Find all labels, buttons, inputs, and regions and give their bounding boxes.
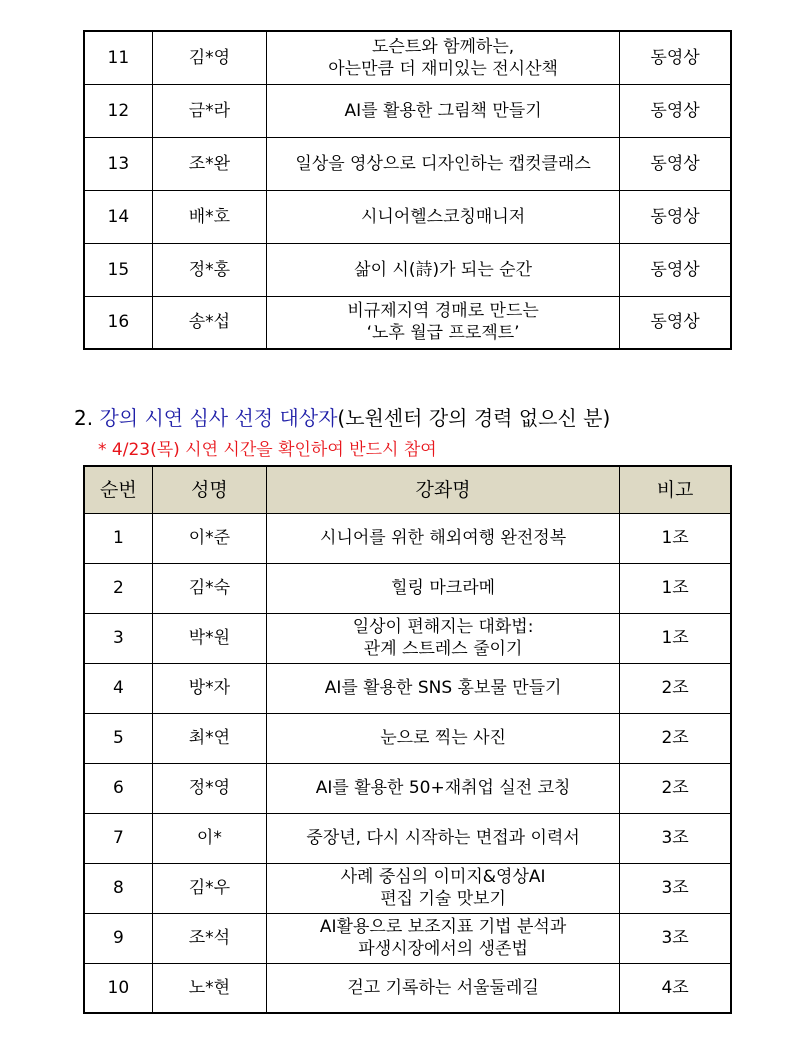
course-title: 일상을 영상으로 디자인하는 캡컷클래스 (267, 137, 620, 190)
course-title: 삶이 시(詩)가 되는 순간 (267, 243, 620, 296)
remark: 3조 (620, 863, 731, 913)
row-number: 14 (84, 190, 152, 243)
applicant-name: 정*영 (152, 763, 266, 813)
remark: 3조 (620, 813, 731, 863)
course-title: 도슨트와 함께하는, 아는만큼 더 재미있는 전시산책 (267, 31, 620, 84)
table-row (84, 243, 731, 296)
applicant-name: 노*현 (152, 963, 266, 1013)
remark: 동영상 (620, 31, 731, 84)
row-number: 10 (84, 963, 152, 1013)
table-row (84, 913, 731, 963)
applicant-name: 배*호 (152, 190, 266, 243)
section-number: 2. (74, 406, 94, 430)
course-title: 비규제지역 경매로 만드는 ‘노후 월급 프로젝트’ (267, 296, 620, 349)
row-number: 5 (84, 713, 152, 763)
course-title: 눈으로 찍는 사진 (267, 713, 620, 763)
applicant-name: 금*라 (152, 84, 266, 137)
remark: 2조 (620, 713, 731, 763)
table-row (84, 190, 731, 243)
row-number: 9 (84, 913, 152, 963)
remark: 동영상 (620, 190, 731, 243)
remark: 2조 (620, 763, 731, 813)
section-heading (74, 402, 610, 431)
applicant-name: 이* (152, 813, 266, 863)
row-number: 16 (84, 296, 152, 349)
remark: 동영상 (620, 84, 731, 137)
table-row (84, 563, 731, 613)
table-row (84, 296, 731, 349)
table-row (84, 613, 731, 663)
course-title: 사례 중심의 이미지&영상AI 편집 기술 맛보기 (267, 863, 620, 913)
applicant-name: 김*우 (152, 863, 266, 913)
applicant-name: 김*숙 (152, 563, 266, 613)
row-number: 6 (84, 763, 152, 813)
course-title: AI를 활용한 50+재취업 실전 코칭 (267, 763, 620, 813)
row-number: 15 (84, 243, 152, 296)
applicant-name: 박*원 (152, 613, 266, 663)
course-title: AI를 활용한 그림책 만들기 (267, 84, 620, 137)
table-row (84, 31, 731, 84)
table-row (84, 663, 731, 713)
remark: 2조 (620, 663, 731, 713)
table-row (84, 763, 731, 813)
course-title: 중장년, 다시 시작하는 면접과 이력서 (267, 813, 620, 863)
row-number: 2 (84, 563, 152, 613)
row-number: 13 (84, 137, 152, 190)
header-remark: 비고 (620, 466, 731, 513)
remark: 동영상 (620, 296, 731, 349)
header-number: 순번 (84, 466, 152, 513)
applicant-name: 이*준 (152, 513, 266, 563)
applicant-name: 최*연 (152, 713, 266, 763)
header-name: 성명 (152, 466, 266, 513)
applicant-name: 조*완 (152, 137, 266, 190)
applicant-name: 조*석 (152, 913, 266, 963)
section-title-highlight: 강의 시연 심사 선정 대상자 (99, 406, 338, 430)
row-number: 8 (84, 863, 152, 913)
table-row (84, 813, 731, 863)
course-title: 시니어를 위한 해외여행 완전정복 (267, 513, 620, 563)
row-number: 7 (84, 813, 152, 863)
remark: 4조 (620, 963, 731, 1013)
applicant-name: 방*자 (152, 663, 266, 713)
table-row (84, 137, 731, 190)
row-number: 3 (84, 613, 152, 663)
section-title-rest: (노원센터 강의 경력 없으신 분) (337, 406, 611, 430)
remark: 1조 (620, 513, 731, 563)
row-number: 12 (84, 84, 152, 137)
table-header-row (84, 466, 731, 513)
course-title: AI를 활용한 SNS 홍보물 만들기 (267, 663, 620, 713)
applicant-name: 정*홍 (152, 243, 266, 296)
course-title: 걷고 기록하는 서울둘레길 (267, 963, 620, 1013)
section-note: * 4/23(목) 시연 시간을 확인하여 반드시 참여 (98, 440, 437, 460)
remark: 동영상 (620, 243, 731, 296)
applicant-table-video (83, 30, 732, 350)
course-title: 일상이 편해지는 대화법: 관계 스트레스 줄이기 (267, 613, 620, 663)
row-number: 1 (84, 513, 152, 563)
remark: 동영상 (620, 137, 731, 190)
table-row (84, 863, 731, 913)
course-title: 시니어헬스코칭매니저 (267, 190, 620, 243)
applicant-name: 김*영 (152, 31, 266, 84)
remark: 1조 (620, 613, 731, 663)
row-number: 4 (84, 663, 152, 713)
table-row (84, 713, 731, 763)
applicant-name: 송*섭 (152, 296, 266, 349)
course-title: 힐링 마크라메 (267, 563, 620, 613)
remark: 3조 (620, 913, 731, 963)
course-title: AI활용으로 보조지표 기법 분석과 파생시장에서의 생존법 (267, 913, 620, 963)
table-row (84, 513, 731, 563)
table-row (84, 963, 731, 1013)
row-number: 11 (84, 31, 152, 84)
table-row (84, 84, 731, 137)
applicant-table-demo (83, 465, 732, 1014)
remark: 1조 (620, 563, 731, 613)
header-course: 강좌명 (267, 466, 620, 513)
